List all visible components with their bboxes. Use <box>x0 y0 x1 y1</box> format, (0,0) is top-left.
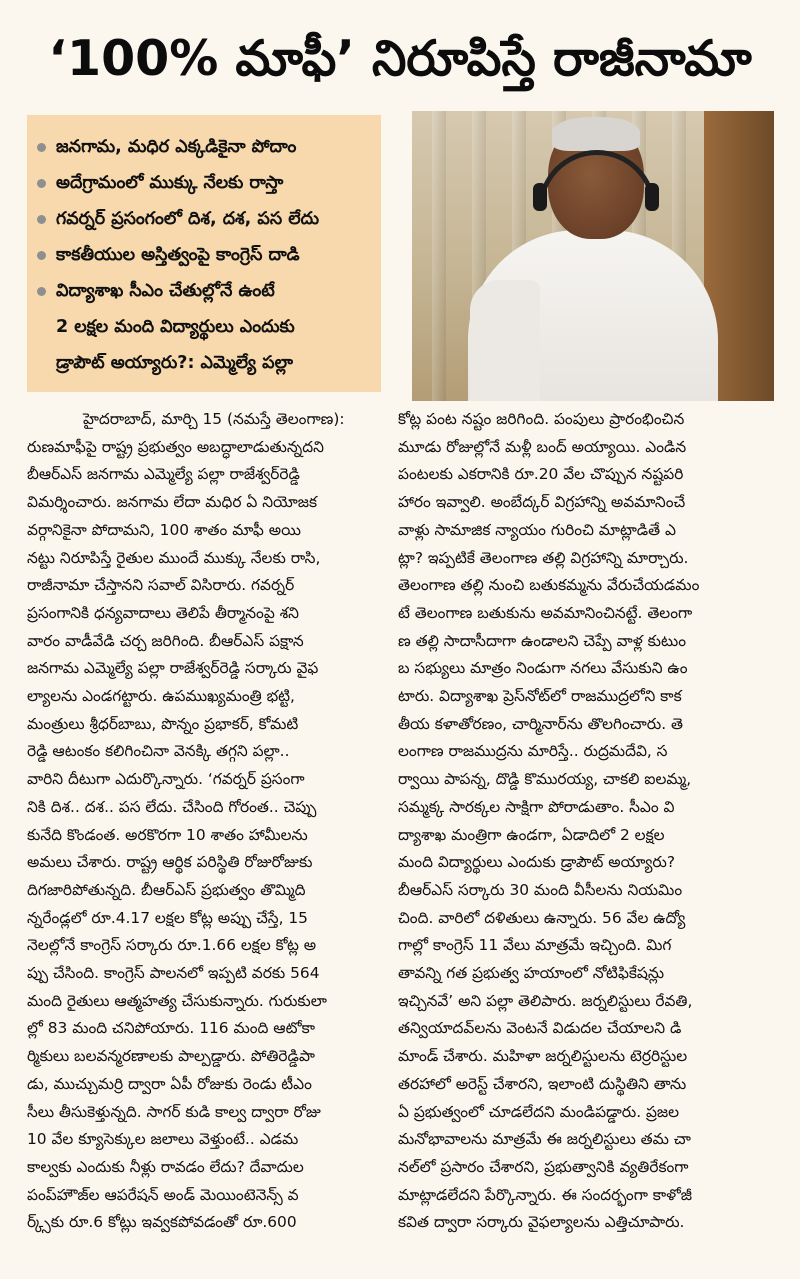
text-line: నికి దిశ.. దశ.. పస లేదు. చేసింది గోరంత.. చెప్పు <box>27 797 317 816</box>
bullet-dot-icon <box>37 215 46 224</box>
text-line: మాండ్ చేశారు. మహిళా జర్నలిస్టులను టెర్రరిస్టుల <box>398 1047 688 1066</box>
text-line: హారం ఇవ్వాలి. అంబేద్కర్ విగ్రహాన్ని అవమానించే <box>398 493 686 512</box>
text-line: మంది రైతులు ఆత్మహత్య చేసుకున్నారు. గురుకులా <box>27 991 327 1010</box>
text-line: టే తెలంగాణ బతుకును అవమానించినట్టే. తెలంగా <box>398 603 693 622</box>
text-line: బీఆర్ఎస్ జనగామ ఎమ్మెల్యే పల్లా రాజేశ్వర్‌రెడ్డి <box>27 465 300 484</box>
text-line: గాల్లో కాంగ్రెస్ 11 వేలు మాత్రమే ఇచ్చింది. మిగ <box>398 936 672 955</box>
bullet-dot-icon <box>37 179 46 188</box>
text-line: బ సభ్యులు మాత్రం నిండుగా నగలు వేసుకుని ఉం <box>398 659 688 678</box>
bullet-item <box>37 129 371 165</box>
person-arm <box>470 280 540 401</box>
text-line: పంటలకు ఎకరానికి రూ.20 వేల చొప్పున నష్టపరి <box>398 465 684 484</box>
text-line: రాజీనామా చేస్తానని సవాల్ విసిరారు. గవర్నర్ <box>27 576 295 595</box>
text-line: న్నరేండ్లలో రూ.4.17 లక్షల కోట్ల అప్పు చేస్తే, 15 <box>27 908 308 927</box>
text-line: 10 వేల క్యూసెక్కుల జలాలు వెళ్తుంటే.. ఎడమ <box>27 1130 299 1149</box>
text-line: అమలు చేశారు. రాష్ట్ర ఆర్థిక పరిస్థితి రోజురోజుకు <box>27 853 313 872</box>
bullet-dot-icon <box>37 143 46 152</box>
highlights-box <box>27 115 381 392</box>
bullet-text: డ్రాపౌట్ అయ్యారు?: ఎమ్మెల్యే పల్లా <box>56 353 293 373</box>
text-line: కవిత ద్వారా సర్కారు వైఫల్యాలను ఎత్తిచూపారు. <box>398 1213 685 1232</box>
bullet-dot-icon <box>37 287 46 296</box>
text-line: సీలు తీసుకెళ్తున్నది. సాగర్ కుడి కాల్వ ద్వారా రోజు <box>27 1102 321 1121</box>
article-column-right <box>398 406 774 1237</box>
bullet-text: జనగామ, మధిర ఎక్కడికైనా పోదాం <box>56 137 297 157</box>
text-line: ల్లో 83 మంది చనిపోయారు. 116 మంది ఆటోకా <box>27 1019 315 1038</box>
text-line: బీఆర్ఎస్ సర్కారు 30 మంది వీసీలను నియమిం <box>398 880 683 899</box>
text-line: నట్టు నిరూపిస్తే రైతుల ముందే ముక్కు నేలకు రాసి, <box>27 548 321 567</box>
text-line: ర్క్స్‌కు రూ.6 కోట్లు ఇవ్వకపోవడంతో రూ.600 <box>27 1213 297 1232</box>
text-line: హైదరాబాద్, మార్చి 15 (నమస్తే తెలంగాణ): <box>83 410 345 428</box>
bullet-text: గవర్నర్ ప్రసంగంలో దిశ, దశ, పస లేదు <box>56 209 320 229</box>
text-line: మనోభావాలను మాత్రమే ఈ జర్నలిస్టులు తమ చా <box>398 1130 691 1149</box>
text-line: ట్లా? ఇప్పటికే తెలంగాణ తల్లి విగ్రహాన్ని మార్చారు. <box>398 548 689 567</box>
text-line: ర్వాయి పాపన్న, దొడ్డి కొమురయ్య, చాకలి ఐలమ్మ, <box>398 770 692 789</box>
text-line: విమర్శించారు. జనగామ లేదా మధిర ఏ నియోజక <box>27 493 318 512</box>
text-line: కోట్ల పంట నష్టం జరిగింది. పంపులు ప్రారంభించిన <box>398 410 685 428</box>
text-line: వారం వాడీవేడి చర్చ జరిగింది. బీఆర్ఎస్ పక్షాన <box>27 631 304 650</box>
text-line: తావన్ని గత ప్రభుత్వ హయాంలో నోటిఫికేషన్లు <box>398 964 665 983</box>
text-line: దిగజారిపోతున్నది. బీఆర్ఎస్ ప్రభుత్వం తొమ్మిది <box>27 880 306 899</box>
text-line: డు, ముచ్చుమర్రి ద్వారా ఏపీ రోజుకు రెండు టీఎం <box>27 1074 312 1093</box>
text-line: కాల్వకు ఎందుకు నీళ్లు రావడం లేదు? దేవాదుల <box>27 1157 304 1176</box>
bullet-item <box>37 201 371 237</box>
text-line: ఇచ్చినవే’ అని పల్లా తెలిపారు. జర్నలిస్టులు రేవతి, <box>398 991 693 1010</box>
text-line: నల్‌లో ప్రసారం చేశారని, ప్రభుత్వానికి వ్యతిరేకంగా <box>398 1157 689 1176</box>
text-line: టారు. విద్యాశాఖ ప్రెస్‌నోట్‌లో రాజముద్రలోని కాక <box>398 687 682 706</box>
text-line: తీయ కళాతోరణం, చార్మినార్‌ను తొలగించారు. తె <box>398 714 683 733</box>
text-line: మంత్రులు శ్రీధర్‌బాబు, పొన్నం ప్రభాకర్, కోమటి <box>27 714 299 733</box>
text-line: వారిని దీటుగా ఎదుర్కొన్నారు. ‘గవర్నర్ ప్రసంగా <box>27 770 305 789</box>
text-line: వాళ్లు సామాజిక న్యాయం గురించి మాట్లాడితే ఎ <box>398 520 676 539</box>
text-line: ల్యాలను ఎండగట్టారు. ఉపముఖ్యమంత్రి భట్టి, <box>27 687 295 706</box>
bullet-item <box>37 237 371 273</box>
text-line: లంగాణ రాజముద్రను మారిస్తే.. రుద్రమదేవి, స <box>398 742 668 761</box>
earpiece-icon <box>533 183 547 211</box>
text-line: ర్మికులు బలవన్మరణాలకు పాల్పడ్డారు. పోతిరెడ్డిపా <box>27 1047 315 1066</box>
bullet-text: విద్యాశాఖ సీఎం చేతుల్లోనే ఉంటే <box>56 281 275 301</box>
text-line: నెలల్లోనే కాంగ్రెస్ సర్కారు రూ.1.66 లక్షల కోట్ల అ <box>27 936 317 955</box>
text-line: వర్గానికైనా పోదామని, 100 శాతం మాఫీ అయి <box>27 520 301 539</box>
text-line: పంప్‌హౌజ్‌ల ఆపరేషన్ అండ్ మెయింటెనెన్స్ వ <box>27 1185 299 1204</box>
text-line: సమ్మక్క సారక్కల సాక్షిగా పోరాడుతాం. సీఎం వి <box>398 797 675 816</box>
text-line: ప్పు చేసింది. కాంగ్రెస్ పాలనలో ఇప్పటి వరకు 564 <box>27 964 320 983</box>
text-line: కునేది కొండంత. అరకొరగా 10 శాతం హామీలను <box>27 825 308 844</box>
text-line: ప్రసంగానికి ధన్యవాదాలు తెలిపే తీర్మానంపై శని <box>27 603 299 622</box>
text-line: తరహాలో అరెస్ట్ చేశారని, ఇలాంటి దుస్థితిని తాను <box>398 1074 687 1093</box>
text-line: తన్వియాదవ్‌లను వెంటనే విడుదల చేయాలని డి <box>398 1019 682 1038</box>
bullet-text: కాకతీయుల అస్తిత్వంపై కాంగ్రెస్ దాడి <box>56 245 300 265</box>
text-line: రుణమాఫీపై రాష్ట్ర ప్రభుత్వం అబద్ధాలాడుతున్నదని <box>27 437 324 456</box>
text-line: మంది విద్యార్థులు ఎందుకు డ్రాపౌట్ అయ్యారు? <box>398 853 675 872</box>
text-line: ణ తల్లి సాదాసీదాగా ఉండాలని చెప్పే వాళ్ల కుటుం <box>398 631 687 650</box>
text-line: ద్యాశాఖ మంత్రిగా ఉండగా, ఏడాదిలో 2 లక్షల <box>398 825 665 844</box>
person-hair <box>552 117 640 151</box>
text-line: మూడు రోజుల్లోనే మళ్లీ బంద్ అయ్యాయి. ఎండిన <box>398 437 687 456</box>
bullet-dot-icon <box>37 251 46 260</box>
bullet-text: అదేగ్రామంలో ముక్కు నేలకు రాస్తా <box>56 173 284 193</box>
text-line: ఏ ప్రభుత్వంలో చూడలేదని మండిపడ్డారు. ప్రజల <box>398 1102 680 1121</box>
bullet-item <box>37 273 371 381</box>
text-line: మాట్లాడలేదని పేర్కొన్నారు. ఈ సందర్భంగా కాళోజీ <box>398 1185 693 1204</box>
text-line: చింది. వారిలో దళితులు ఉన్నారు. 56 వేల ఉద్యో <box>398 908 686 927</box>
headline: ‘100% మాఫీ’ నిరూపిస్తే రాజీనామా <box>48 30 752 87</box>
text-line: రెడ్డి ఆటంకం కలిగించినా వెనక్కి తగ్గని పల్లా.. <box>27 742 290 761</box>
bullet-item <box>37 165 371 201</box>
article-column-left <box>27 406 403 1237</box>
text-line: తెలంగాణ తల్లి నుంచి బతుకమ్మను వేరుచేయడమం <box>398 576 700 595</box>
earpiece-icon <box>645 183 659 211</box>
text-line: జనగామ ఎమ్మెల్యే పల్లా రాజేశ్వర్‌రెడ్డి సర్కారు వైఫ <box>27 659 319 678</box>
bullet-text: 2 లక్షల మంది విద్యార్థులు ఎందుకు <box>56 317 295 337</box>
